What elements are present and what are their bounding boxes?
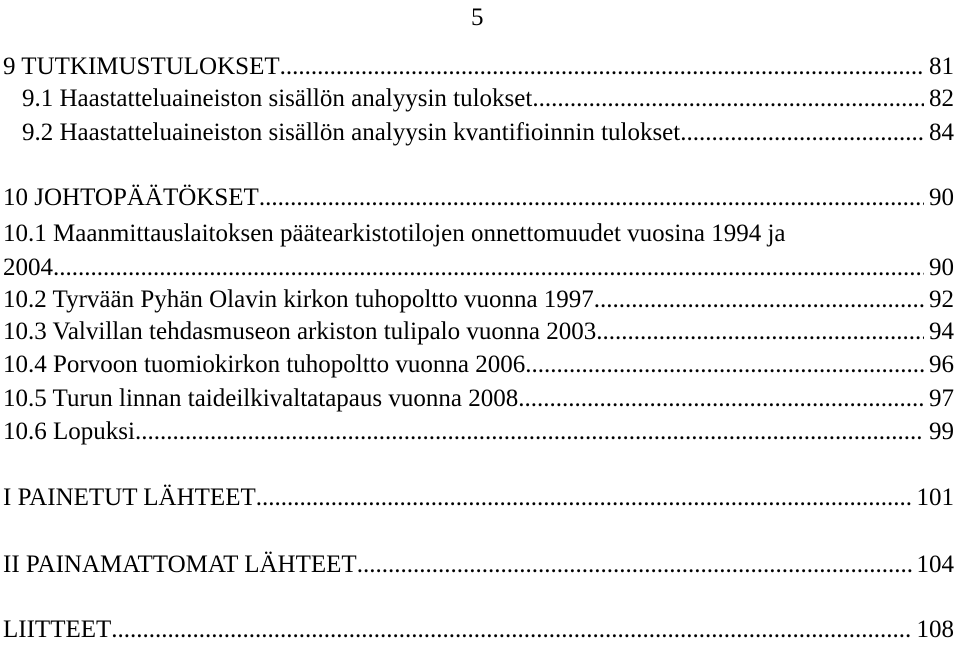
leader-dots — [518, 383, 924, 414]
toc-entry-section-10-2[interactable] — [3, 284, 954, 315]
toc-entry-page: 94 — [929, 318, 954, 345]
toc-entry-title: I PAINETUT LÄHTEET — [3, 484, 256, 511]
toc-entry-appendix-ii[interactable] — [3, 549, 954, 580]
toc-entry-title: II PAINAMATTOMAT LÄHTEET — [3, 551, 357, 578]
leader-dots — [256, 482, 912, 513]
toc-entry-section-10-4[interactable] — [3, 349, 954, 380]
toc-entry-appendix-i[interactable] — [3, 482, 954, 513]
toc-entry-chapter-10[interactable] — [3, 182, 954, 213]
toc-entry-title: 10.5 Turun linnan taideilkivaltatapaus vuonna 2008 — [3, 385, 519, 412]
toc-entry-chapter-9[interactable] — [3, 51, 954, 82]
toc-entry-title: 9.1 Haastatteluaineiston sisällön analyysin tulokset — [22, 85, 533, 112]
toc-entry-section-9-2[interactable] — [22, 117, 954, 148]
toc-entry-page: 101 — [916, 484, 954, 511]
toc-entry-page: 92 — [929, 286, 954, 313]
leader-dots — [525, 349, 924, 380]
toc-entry-page: 84 — [929, 119, 954, 146]
toc-entry-title: 9 TUTKIMUSTULOKSET — [3, 53, 280, 80]
toc-entry-page: 81 — [929, 53, 954, 80]
leader-dots — [532, 83, 924, 114]
toc-entry-title: LIITTEET — [3, 616, 112, 643]
leader-dots — [53, 252, 924, 283]
toc-entry-page: 108 — [916, 616, 954, 643]
toc-entry-section-10-3[interactable] — [3, 316, 954, 347]
leader-dots — [357, 549, 912, 580]
toc-entry-title: 9.2 Haastatteluaineiston sisällön analyysin kvantifioinnin tulokset — [22, 119, 681, 146]
toc-entry-title: 10.6 Lopuksi — [3, 418, 135, 445]
toc-entry-section-10-6[interactable] — [3, 416, 954, 447]
toc-entry-page: 99 — [929, 418, 954, 445]
toc-entry-title: 2004 — [3, 254, 53, 281]
leader-dots — [111, 614, 911, 645]
toc-entry-liitteet[interactable] — [3, 614, 954, 645]
leader-dots — [596, 316, 924, 347]
toc-entry-page: 90 — [929, 254, 954, 281]
toc-entry-title: 10.3 Valvillan tehdasmuseon arkiston tulipalo vuonna 2003 — [3, 318, 597, 345]
toc-entry-page: 104 — [916, 551, 954, 578]
toc-entry-section-10-1[interactable] — [3, 252, 954, 283]
toc-entry-title: 10 JOHTOPÄÄTÖKSET — [3, 184, 259, 211]
toc-entry-page: 82 — [929, 85, 954, 112]
leader-dots — [594, 284, 924, 315]
leader-dots — [135, 416, 924, 447]
page-number: 5 — [471, 4, 484, 31]
leader-dots — [280, 51, 924, 82]
toc-entry-section-10-1-line1[interactable]: 10.1 Maanmittauslaitoksen päätearkistotilojen onnettomuudet vuosina 1994 ja — [3, 220, 786, 247]
toc-entry-page: 96 — [929, 351, 954, 378]
toc-entry-section-9-1[interactable] — [22, 83, 954, 114]
leader-dots — [680, 117, 924, 148]
toc-entry-title: 10.4 Porvoon tuomiokirkon tuhopoltto vuonna 2006 — [3, 351, 526, 378]
toc-entry-section-10-5[interactable] — [3, 383, 954, 414]
leader-dots — [259, 182, 924, 213]
toc-entry-page: 97 — [929, 385, 954, 412]
toc-entry-page: 90 — [929, 184, 954, 211]
toc-entry-title: 10.2 Tyrvään Pyhän Olavin kirkon tuhopoltto vuonna 1997 — [3, 286, 594, 313]
